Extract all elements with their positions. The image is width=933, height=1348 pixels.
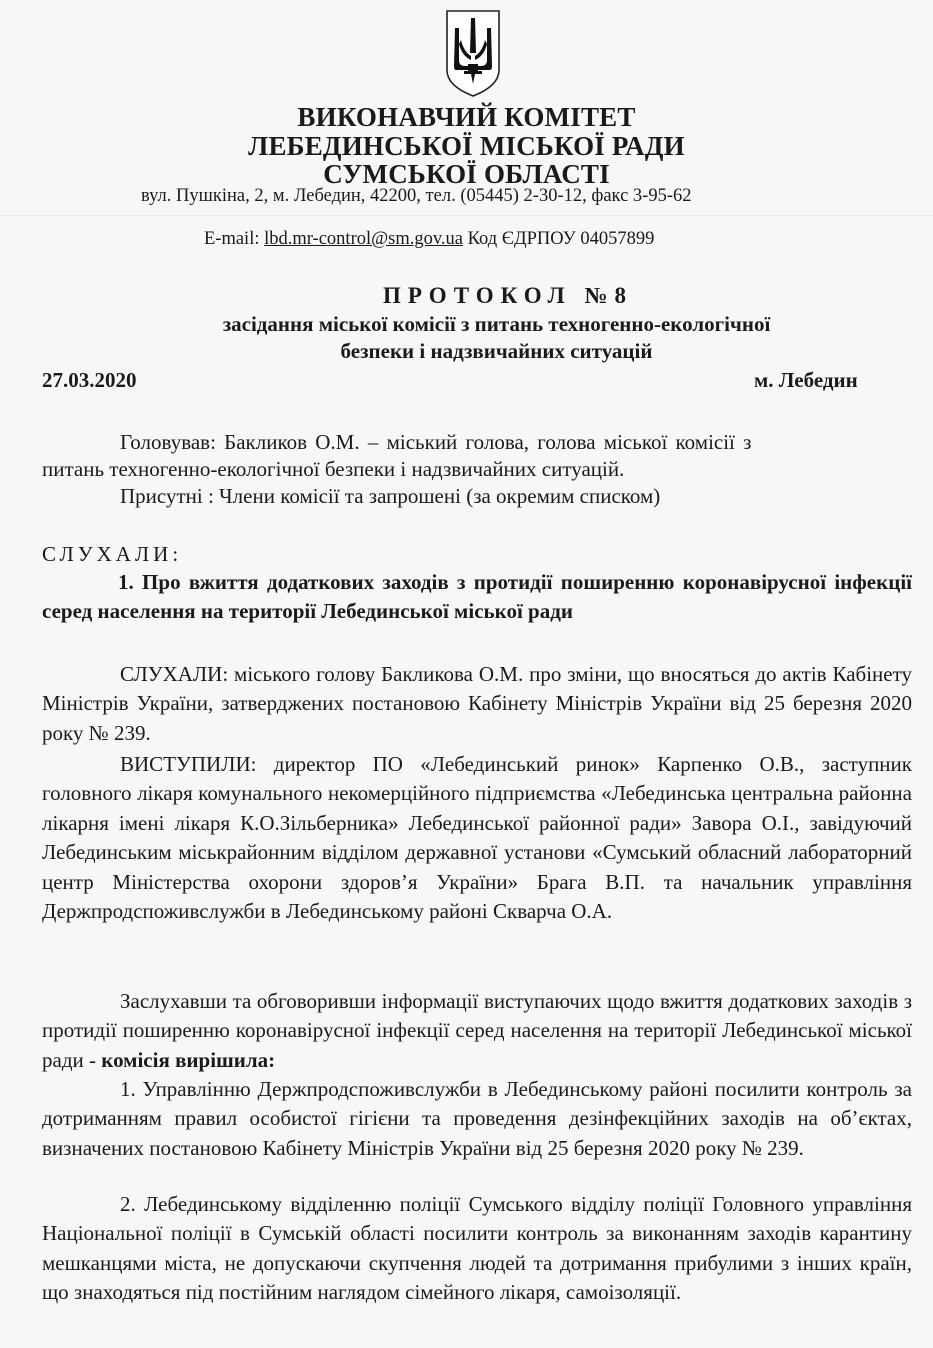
protocol-title: ПРОТОКОЛ №8 xyxy=(383,283,633,308)
scan-artifact-line xyxy=(0,215,933,216)
heard-paragraph: СЛУХАЛИ: міського голову Бакликова О.М. про зміни, що вносяться до актів Кабінету Міністрів України, затверджених постановою Кабінету Міністрів України від 25 березня 2020 року № 239. xyxy=(42,662,912,745)
org-name-line2: ЛЕБЕДИНСЬКОЇ МІСЬКОЇ РАДИ xyxy=(248,131,685,161)
protocol-subtitle-line1: засідання міської комісії з питань техногенно-екологічної xyxy=(222,312,771,336)
chairman-line2: питань техногенно-екологічної безпеки і надзвичайних ситуацій. xyxy=(42,457,625,481)
decision-item-2: 2. Лебединському відділенню поліції Сумського відділу поліції Головного управління Національної поліції в Сумській області посилити контроль за виконанням заходів карантину мешканцями міста, не допускаючи скупчення людей та дотримання прибулими з інших країн, що знаходяться під постійним наглядом сімейного лікаря, самоізоляції. xyxy=(42,1192,912,1305)
org-address: вул. Пушкіна, 2, м. Лебедин, 42200, тел. (05445) 2-30-12, факс 3-95-62 xyxy=(141,186,692,206)
decision-intro-text: Заслухавши та обговоривши інформації виступаючих щодо вжиття додаткових заходів з протидії поширенню коронавірусної інфекції серед населення на території Лебединської міської ради - xyxy=(42,989,912,1072)
decision-item-1: 1. Управлінню Держпродспоживслужби в Лебединському районі посилити контроль за дотриманням правил особистої гігієни та проведення дезінфекційних заходів на об’єктах, визначених постановою Кабінету Міністрів України від 25 березня 2020 року № 239. xyxy=(42,1077,912,1160)
protocol-subtitle-line2: безпеки і надзвичайних ситуацій xyxy=(340,339,653,363)
email-link[interactable]: lbd.mr-control@sm.gov.ua xyxy=(264,229,464,249)
org-name-line3: СУМСЬКОЇ ОБЛАСТІ xyxy=(323,159,610,189)
chairman-line1: Головував: Бакликов О.М. – міський голова, голова міської комісії з xyxy=(120,430,752,454)
org-name-line1: ВИКОНАВЧИЙ КОМІТЕТ xyxy=(297,102,636,132)
edrpou-code: Код ЄДРПОУ 04057899 xyxy=(467,229,655,249)
email-label: E-mail: xyxy=(204,229,260,249)
agenda-item-1-title: 1. Про вжиття додаткових заходів з протидії поширенню коронавірусної інфекції серед населення на території Лебединської міської ради xyxy=(42,570,912,624)
heard-heading: СЛУХАЛИ: xyxy=(42,542,183,566)
decision-label: комісія вирішила: xyxy=(101,1047,276,1072)
spoke-paragraph: ВИСТУПИЛИ: директор ПО «Лебединський ринок» Карпенко О.В., заступник головного лікаря комунального некомерційного підприємства «Лебединська центральна районна лікарня імені лікаря К.О.Зільберника» Лебединської районної ради» Завора О.І., завідуючий Лебединським міськрайонним відділом державної установи «Сумський обласний лабораторний центр Міністерства охорони здоров’я України» Брага В.П. та начальник управління Держпродспоживслужби в Лебединському районі Скварча О.А. xyxy=(42,752,912,924)
present-line: Присутні : Члени комісії та запрошені (за окремим списком) xyxy=(120,484,661,508)
protocol-city: м. Лебедин xyxy=(754,368,858,392)
coat-of-arms-icon xyxy=(444,8,502,98)
protocol-date: 27.03.2020 xyxy=(42,368,137,392)
decision-intro-paragraph xyxy=(42,987,912,1075)
org-contacts xyxy=(204,229,654,250)
